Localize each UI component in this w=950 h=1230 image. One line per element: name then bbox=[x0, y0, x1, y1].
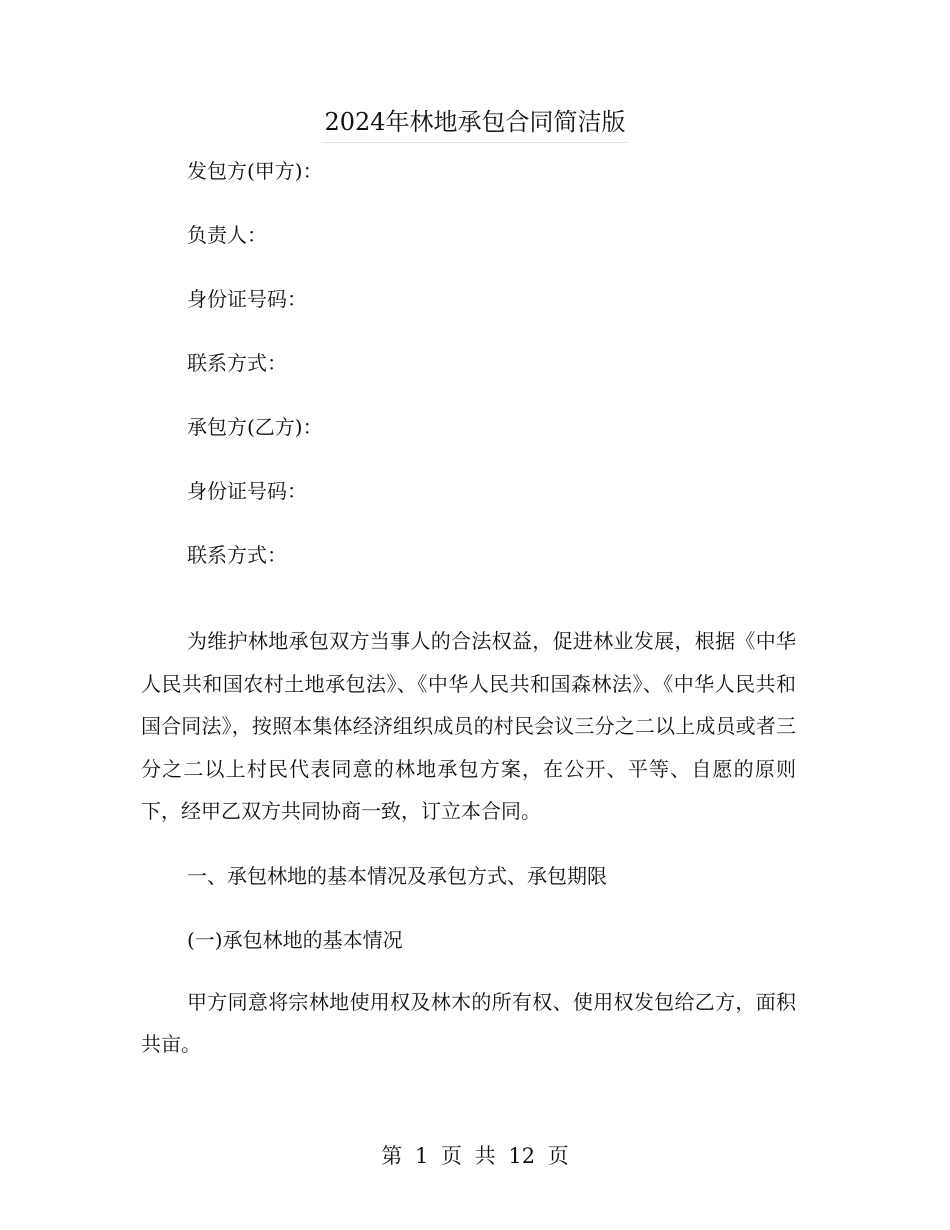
page-number-footer: 第 1 页 共 12 页 bbox=[381, 1144, 569, 1168]
party-a-contact-field: 联系方式： bbox=[187, 351, 287, 375]
document-title bbox=[0, 104, 950, 143]
party-b-contact-field: 联系方式： bbox=[187, 543, 287, 567]
document-body bbox=[141, 152, 796, 1066]
party-a-field: 发包方(甲方)： bbox=[187, 159, 323, 183]
party-a-id-number-field: 身份证号码： bbox=[187, 287, 307, 311]
intro-paragraph: 为维护林地承包双方当事人的合法权益，促进林业发展，根据《中华人民共和国农村土地承包法》、《中华人民共和国森林法》、《中华人民共和国合同法》，按照本集体经济组织成员的村民会议三分之二以上成员或者三分之二以上村民代表同意的林地承包方案，在公开、平等、自愿的原则下，经甲乙双方共同协商一致，订立本合同。 bbox=[141, 629, 796, 823]
clause-1-paragraph: 甲方同意将宗林地使用权及林木的所有权、使用权发包给乙方，面积共亩。 bbox=[141, 989, 796, 1056]
party-b-id-number-field: 身份证号码： bbox=[187, 479, 307, 503]
document-title-text: 2024年林地承包合同简洁版 bbox=[322, 104, 627, 143]
subsection-1-heading: (一)承包林地的基本情况 bbox=[187, 927, 403, 952]
party-a-responsible-field: 负责人： bbox=[187, 223, 267, 247]
party-b-field: 承包方(乙方)： bbox=[187, 415, 323, 439]
section-1-heading: 一、承包林地的基本情况及承包方式、承包期限 bbox=[187, 863, 607, 888]
